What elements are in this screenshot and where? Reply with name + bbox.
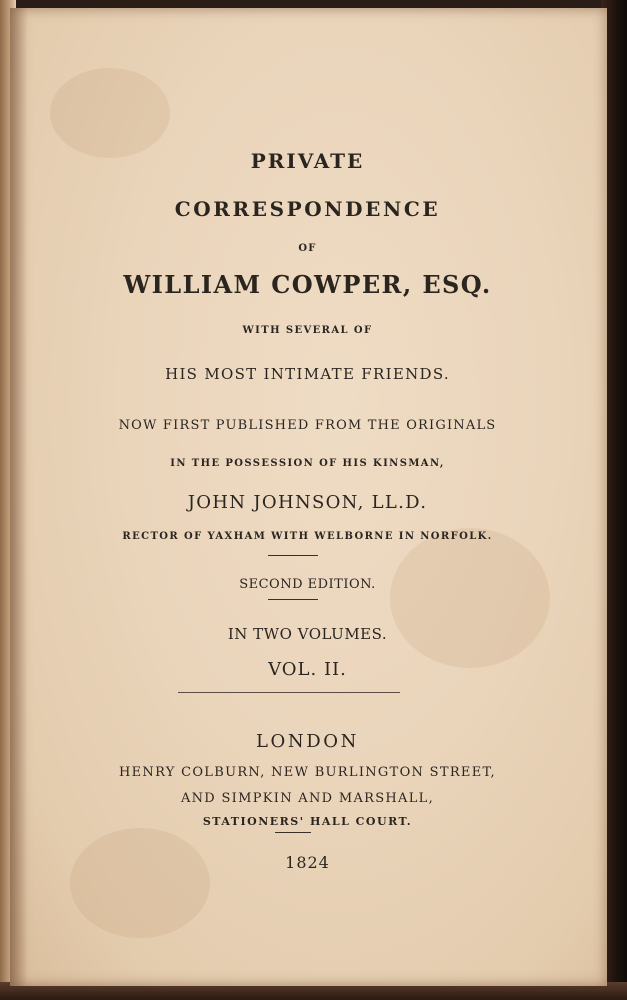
imprint-publisher-line3: STATIONERS' HALL COURT.: [202, 815, 413, 828]
editor-name: JOHN JOHNSON, LL.D.: [187, 492, 428, 513]
imprint-publisher-line2: AND SIMPKIN AND MARSHALL,: [180, 791, 435, 806]
subtitle-friends: HIS MOST INTIMATE FRIENDS.: [165, 365, 450, 383]
author-name: WILLIAM COWPER, ESQ.: [123, 270, 492, 299]
imprint-publisher-line1: HENRY COLBURN, NEW BURLINGTON STREET,: [118, 765, 496, 780]
title-line-correspondence: CORRESPONDENCE: [174, 197, 441, 221]
edition-label: SECOND EDITION.: [239, 577, 376, 592]
gutter-shadow: [10, 8, 28, 986]
title-line-private: PRIVATE: [250, 149, 365, 173]
subtitle-with-several: WITH SEVERAL OF: [242, 325, 373, 336]
paper-stain: [390, 528, 550, 668]
editor-title: RECTOR OF YAXHAM WITH WELBORNE IN NORFOLK.: [122, 531, 493, 542]
divider-rule: [268, 599, 318, 600]
paper-stain: [50, 68, 170, 158]
title-line-of: OF: [298, 243, 317, 254]
paper-stain: [70, 828, 210, 938]
publication-year: 1824: [285, 853, 330, 872]
divider-rule-long: [178, 692, 400, 693]
volumes-label: IN TWO VOLUMES.: [227, 625, 388, 643]
title-page: [10, 8, 607, 986]
divider-rule: [268, 555, 318, 556]
imprint-city: LONDON: [256, 731, 359, 752]
publication-note: NOW FIRST PUBLISHED FROM THE ORIGINALS: [118, 418, 497, 433]
divider-rule: [275, 832, 311, 833]
volume-number: VOL. II.: [268, 659, 347, 680]
possession-note: IN THE POSSESSION OF HIS KINSMAN,: [170, 458, 445, 469]
